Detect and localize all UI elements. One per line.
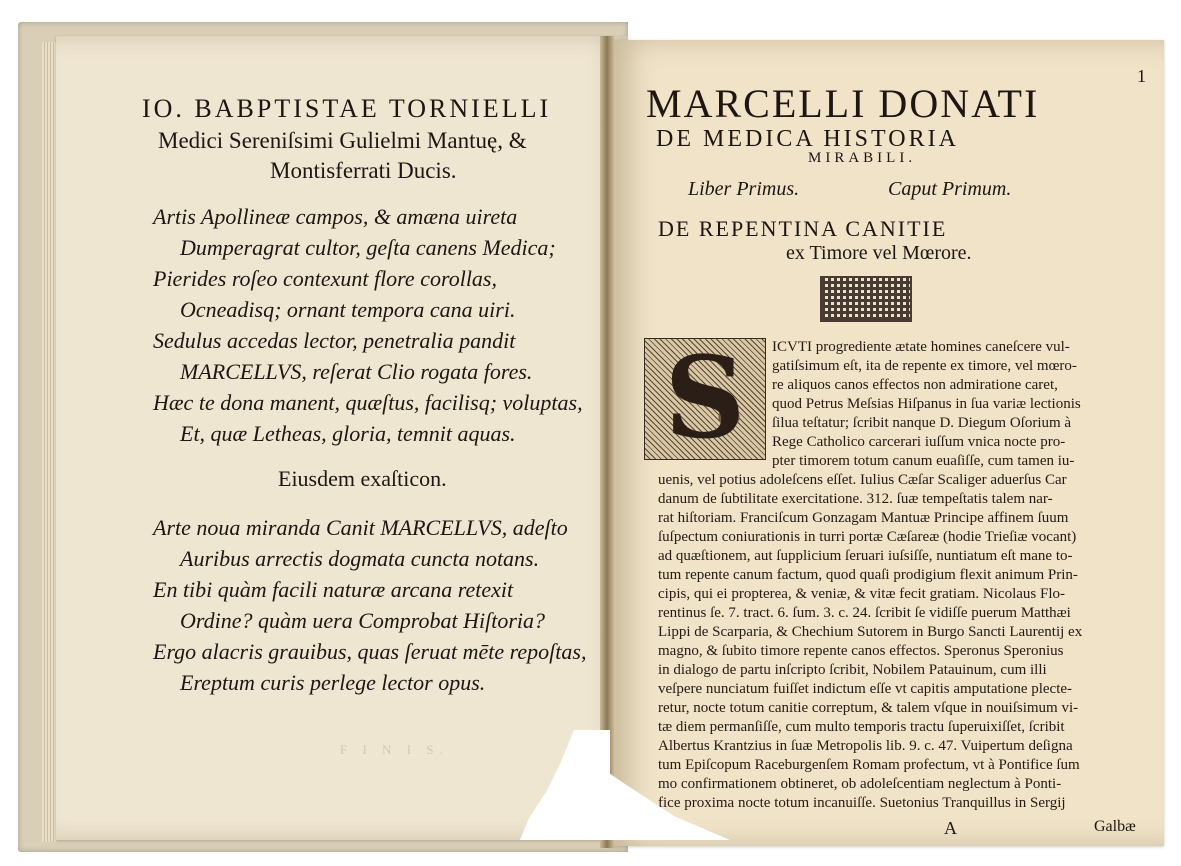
poem-line: Ordine? quàm uera Comprobat Hiſtoria? [180, 608, 546, 633]
initial-letter: S [664, 333, 746, 464]
body-line: Lippi de Scarparia, & Chechium Sutorem in Burgo Sancti Laurentij ex [658, 624, 1083, 640]
body-line: danum de ſubtilitate exercitatione. 312. ſuæ tempeſtatis talem nar- [658, 491, 1053, 507]
body-line: re aliquos canos effectos non admiratione caret, [772, 377, 1058, 393]
body-line: rentinus ſe. 7. tract. 6. ſum. 3. c. 24. ſcribit ſe vidiſſe puerum Matthæi [658, 605, 1071, 621]
book-gutter [600, 36, 614, 848]
body-line: tum Epiſcopum Raceburgenſem Romam profectum, vt à Pontifice ſum [658, 757, 1080, 773]
body-line: tum repente canum factum, quod quaſi prodigium flexit animum Prin- [658, 567, 1078, 583]
poem-two-heading: Eiusdem exaſticon. [278, 466, 447, 491]
body-line: Rege Catholico carcerari iuſſum vnica nocte pro- [772, 434, 1066, 450]
poem-line: Ocneadisq; ornant tempora cana uiri. [180, 297, 516, 322]
poem-line: MARCELLVS, reſerat Clio rogata fores. [180, 359, 533, 384]
book-subtitle-line2: MIRABILI. [808, 150, 917, 166]
caput-label: Caput Primum. [888, 178, 1012, 200]
poem-line: Arte noua miranda Canit MARCELLVS, adeſto [153, 515, 568, 540]
body-line: Albertus Krantzius in ſuæ Metropolis lib. 9. c. 47. Vuipertum deſigna [658, 738, 1073, 754]
body-line: fice proxima nocte totum incanuiſſe. Suetonius Tranquillus in Sergij [658, 795, 1066, 811]
body-line: tæ diem permanſiſſe, cum multo temporis tractu ſuperuixiſſet, ſcribit [658, 719, 1065, 735]
poem-line: Ergo alacris grauibus, quas ſeruat mēte repoſtas, [153, 639, 587, 664]
book-title: MARCELLI DONATI [646, 81, 1040, 126]
poem-line: Et, quæ Letheas, gloria, temnit aquas. [180, 421, 516, 446]
signature-mark: A [944, 818, 957, 838]
page-stack [42, 42, 56, 842]
ornament-icon [820, 276, 912, 322]
poem-line: Dumperagrat cultor, geſta canens Medica; [180, 235, 556, 260]
body-line: rat hiſtoriam. Franciſcum Gonzagam Mantuæ Principe affinem ſuum [658, 510, 1069, 526]
body-line: magno, & ſubito timore repente canos effectos. Speronus Speronius [658, 643, 1064, 659]
show-through-text: F I N I S. [340, 742, 449, 757]
poem-line: Sedulus accedas lector, penetralia pandit [153, 328, 516, 353]
poem-line: Hæc te dona manent, quæſtus, facilisq; voluptas, [153, 390, 583, 415]
body-line: ſilua teſtatur; ſcribit nanque D. Diegum Oſorium à [772, 415, 1072, 431]
body-line: veſpere nunciatum fuiſſet indictum eſſe vt capitis amputatione plecte- [658, 681, 1073, 697]
liber-label: Liber Primus. [688, 178, 800, 200]
body-line: ICVTI progrediente ætate homines caneſcere vul- [772, 339, 1070, 355]
body-line: gatiſsimum eſt, ita de repente ex timore, vel mœro- [772, 358, 1077, 374]
poem-line: Auribus arrectis dogmata cuncta notans. [180, 546, 540, 571]
body-line: uenis, vel potius adoleſcens eſſet. Iulius Cæſar Scaliger aduerſus Car [658, 472, 1067, 488]
poem-line: Pierides roſeo contexunt flore corollas, [153, 266, 497, 291]
body-line: in dialogo de partu inſcripto ſcribit, Nobilem Patauinum, cum illi [658, 662, 1047, 678]
chapter-title: DE REPENTINA CANITIE [658, 216, 948, 241]
chapter-subtitle: ex Timore vel Mœrore. [786, 242, 972, 264]
dedication-subtitle-line2: Montisferrati Ducis. [270, 158, 457, 183]
body-line: cipis, qui ei propterea, & veniæ, & vitæ fecit gratiam. Nicolaus Flo- [658, 586, 1065, 602]
body-line: mo confirmationem obtineret, ob adoleſcentiam neglectum à Ponti- [658, 776, 1062, 792]
body-line: ſuſpectum coniurationis in turri portæ Cæſareæ (hodie Trieſiæ vocant) [658, 529, 1077, 545]
body-line: pter timorem totum canum euaſiſſe, cum tamen iu- [772, 453, 1075, 469]
decorated-initial [644, 333, 766, 464]
book-subtitle: DE MEDICA HISTORIA [656, 126, 959, 152]
poem-line: Ereptum curis perlege lector opus. [180, 670, 486, 695]
body-line: ad quæſtionem, aut ſupplicium ſeruari iuſsiſſe, nuntiatum eſt mane to- [658, 548, 1073, 564]
dedication-subtitle-line1: Medici Sereniſsimi Gulielmi Mantuę, & [158, 128, 527, 153]
dedication-title: IO. BABPTISTAE TORNIELLI [142, 94, 552, 123]
page-number: 1 [1137, 66, 1146, 86]
poem-line: En tibi quàm facili naturæ arcana retexit [153, 577, 514, 602]
body-line: quod Petrus Meſsias Hiſpanus in ſua variæ lectionis [772, 396, 1081, 412]
catchword: Galbæ [1094, 818, 1136, 835]
body-line: retur, nocte totum canitie correptum, & talem vſque in nouiſsimum vi- [658, 700, 1079, 716]
poem-line: Artis Apollineæ campos, & amæna uireta [153, 204, 518, 229]
